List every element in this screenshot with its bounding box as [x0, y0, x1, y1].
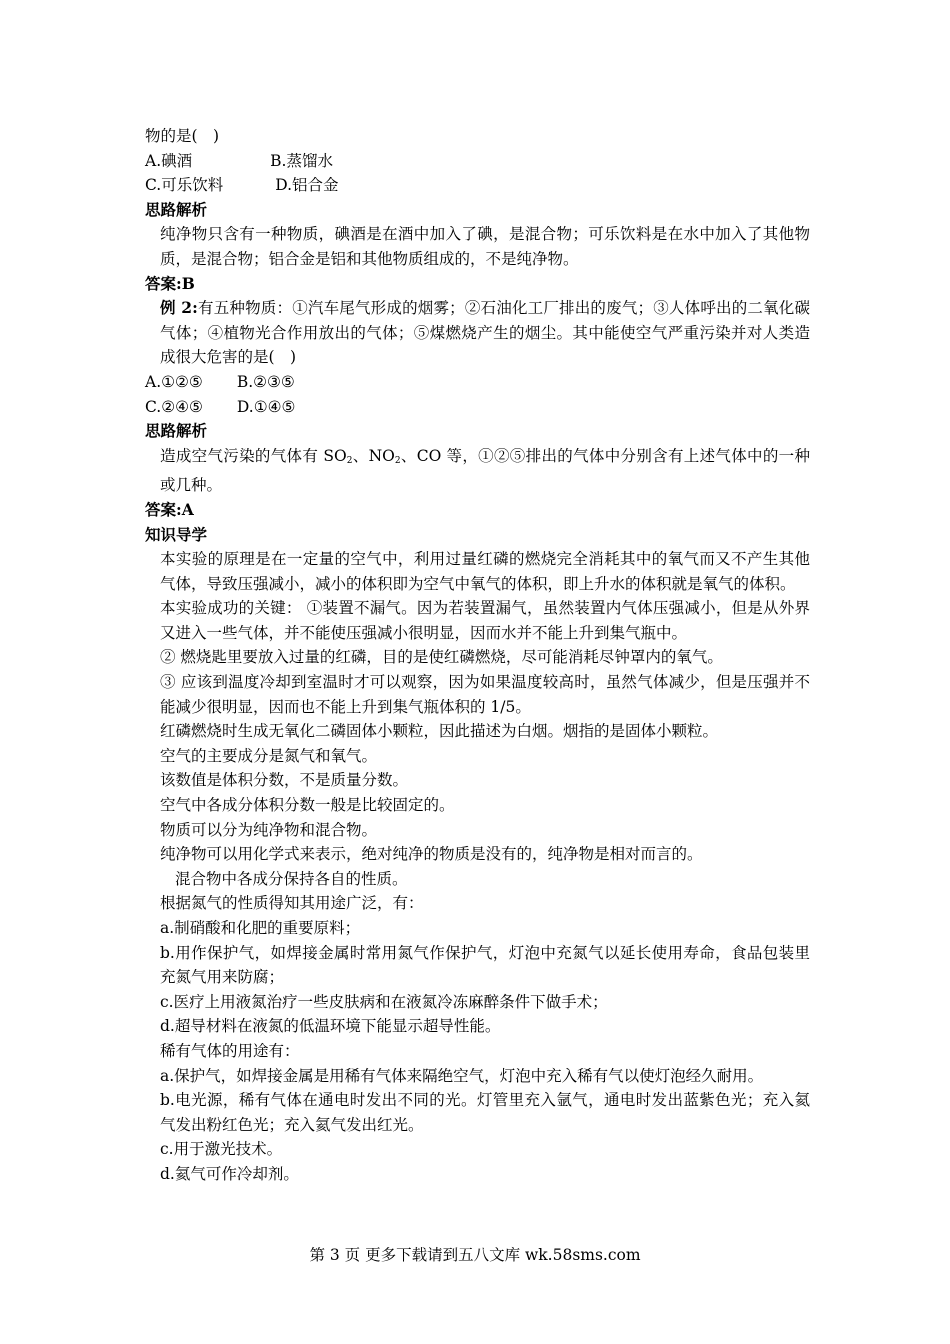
q1-options-row-1 — [145, 149, 810, 174]
q2-label: 例 2: — [160, 298, 198, 318]
guide-paragraph-7: 该数值是体积分数，不是质量分数。 — [160, 771, 409, 790]
noble-gas-use-a: a.保护气，如焊接金属是用稀有气体来隔绝空气，灯泡中充入稀有气以使灯泡经久耐用。 — [160, 1066, 764, 1085]
nitrogen-use-b: b.用作保护气，如焊接金属时常用氮气作保护气，灯泡中充氮气以延长使用寿命，食品包装里充氮气用来防腐； — [160, 943, 810, 987]
q1-analysis-heading: 思路解析 — [145, 199, 208, 219]
nitrogen-use-d: d.超导材料在液氮的低温环境下能显示超导性能。 — [160, 1017, 501, 1036]
no2-subscript: 2 — [394, 455, 401, 466]
q2-stem — [145, 296, 810, 370]
q1-stem-tail: 物的是( ) — [145, 127, 220, 145]
q1-analysis-text: 纯净物只含有一种物质，碘酒是在酒中加入了碘，是混合物；可乐饮料是在水中加入了其他物质，是混合物；铝合金是铝和其他物质组成的，不是纯净物。 — [160, 225, 810, 268]
guide-paragraph-11: 混合物中各成分保持各自的性质。 — [175, 869, 408, 888]
q2-answer-text: 答案:A — [145, 499, 194, 519]
noble-gas-use-c: c.用于激光技术。 — [160, 1140, 283, 1159]
q2-option-b: B.②③⑤ — [236, 372, 295, 391]
q1-answer — [145, 272, 810, 297]
nitrogen-use-a: a.制硝酸和化肥的重要原料； — [160, 919, 361, 937]
q1-option-a: A.碘酒 — [145, 151, 193, 170]
q2-option-d: D.①④⑤ — [236, 397, 296, 416]
q2-analysis-mid: 、NO — [352, 446, 395, 465]
so2-subscript: 2 — [346, 455, 353, 466]
q2-answer — [145, 498, 810, 523]
q2-options-row-2 — [145, 395, 810, 420]
guide-paragraph-5: 红磷燃烧时生成无氧化二磷固体小颗粒，因此描述为白烟。烟指的是固体小颗粒。 — [160, 722, 719, 741]
q1-options-row-2 — [145, 173, 810, 198]
guide-paragraph-10: 纯净物可以用化学式来表示，绝对纯净的物质是没有的，纯净物是相对而言的。 — [160, 845, 703, 864]
q1-option-d: D.铝合金 — [275, 176, 339, 195]
q1-option-c: C.可乐饮料 — [145, 176, 224, 195]
q1-option-b: B.蒸馏水 — [270, 151, 333, 170]
guide-paragraph-17: 稀有气体的用途有： — [160, 1041, 300, 1060]
noble-gas-use-b: b.电光源，稀有气体在通电时发出不同的光。灯管里充入氩气，通电时发出蓝紫色光；充入氦气发出粉红色光；充入氦气发出红光。 — [160, 1091, 810, 1134]
q2-analysis-text — [145, 444, 810, 498]
page-footer: 第 3 页 更多下载请到五八文库 wk.58sms.com — [309, 1246, 641, 1264]
guide-paragraph-3: ② 燃烧匙里要放入过量的红磷，目的是使红磷燃烧，尽可能消耗尽钟罩内的氧气。 — [160, 648, 723, 667]
q2-option-c: C.②④⑤ — [145, 397, 203, 416]
q2-analysis-post: 、CO 等，①②⑤排出的气体中分别含有上述气体中的一种或几种。 — [160, 446, 810, 495]
noble-gas-use-d: d.氦气可作冷却剂。 — [160, 1164, 299, 1183]
guide-paragraph-12: 根据氮气的性质得知其用途广泛，有： — [160, 894, 424, 913]
q2-option-a: A.①②⑤ — [145, 372, 203, 391]
document-body — [145, 124, 810, 1187]
guide-paragraph-2: 本实验成功的关键： ①装置不漏气。因为若装置漏气，虽然装置内气体压强减小，但是从外界又进入一些气体，并不能使压强减小很明显，因而水并不能上升到集气瓶中。 — [160, 599, 810, 642]
guide-heading: 知识导学 — [145, 524, 208, 544]
guide-paragraph-4: ③ 应该到温度冷却到室温时才可以观察，因为如果温度较高时，虽然气体减少，但是压强并不能减少很明显，因而也不能上升到集气瓶体积的 1/5。 — [160, 673, 810, 716]
q2-stem-text: 有五种物质：①汽车尾气形成的烟雾；②石油化工厂排出的废气；③人体呼出的二氧化碳气体；④植物光合作用放出的气体；⑤煤燃烧产生的烟尘。其中能使空气严重污染并对人类造成很大危害的是( ) — [160, 299, 810, 367]
q2-options-row-1 — [145, 370, 810, 395]
guide-paragraph-1: 本实验的原理是在一定量的空气中，利用过量红磷的燃烧完全消耗其中的氧气而又不产生其他气体，导致压强减小，减小的体积即为空气中氧气的体积，即上升水的体积就是氧气的体积。 — [160, 550, 810, 593]
q2-analysis-heading: 思路解析 — [145, 421, 208, 441]
q2-analysis-pre: 造成空气污染的气体有 SO — [160, 446, 347, 465]
nitrogen-use-c: c.医疗上用液氮治疗一些皮肤病和在液氮冷冻麻醉条件下做手术； — [160, 992, 608, 1011]
guide-paragraph-6: 空气的主要成分是氮气和氧气。 — [160, 746, 378, 765]
guide-paragraph-9: 物质可以分为纯净物和混合物。 — [160, 820, 378, 839]
q1-answer-text: 答案:B — [145, 273, 195, 293]
guide-paragraph-8: 空气中各成分体积分数一般是比较固定的。 — [160, 796, 455, 815]
